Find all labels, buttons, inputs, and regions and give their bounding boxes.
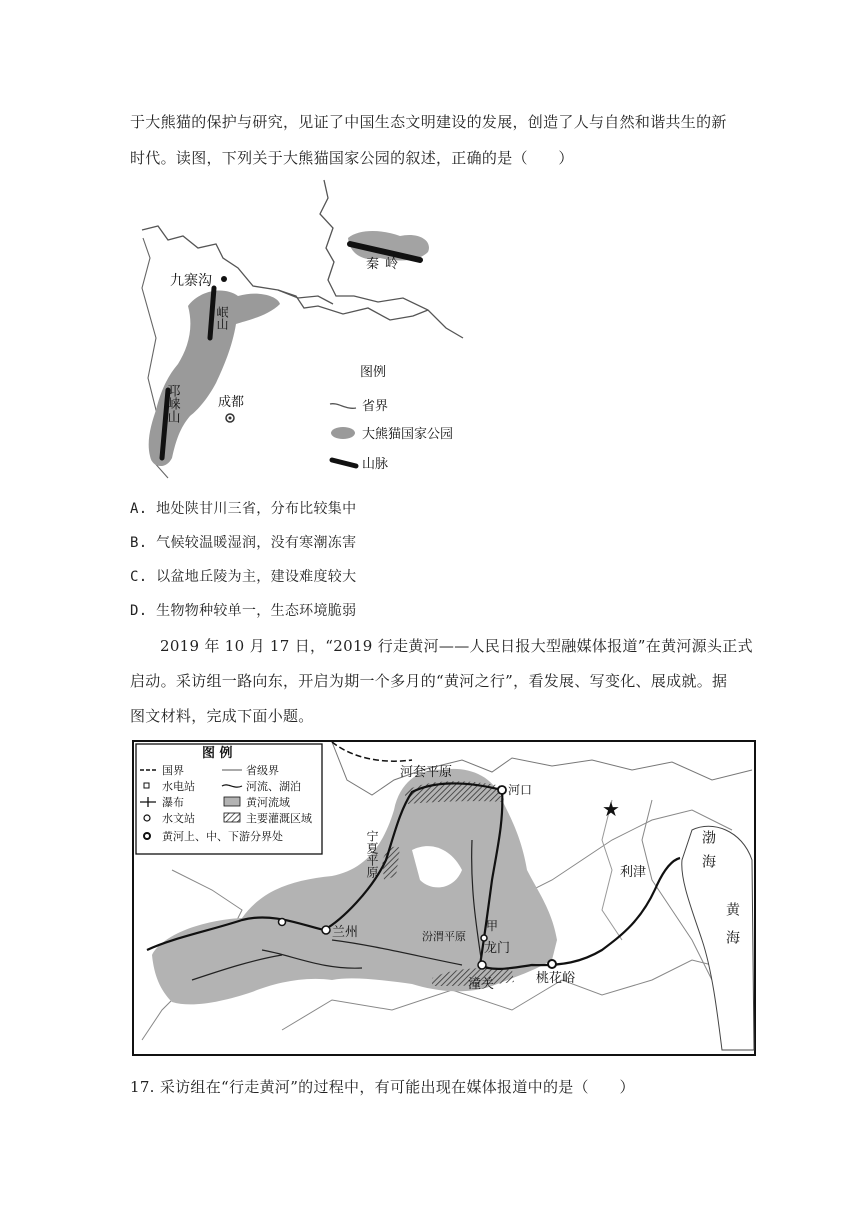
label-longmen: 龙门 [484, 941, 511, 956]
intro-line-1: 于大熊猫的保护与研究，见证了中国生态文明建设的发展，创造了人与自然和谐共生的新 [130, 113, 727, 131]
label-taohuayu: 桃花峪 [536, 971, 576, 986]
legend-border-symbol [330, 404, 356, 409]
label-lijin: 利津 [620, 865, 647, 880]
label-chengdu: 成都 [218, 395, 245, 410]
label-lanzhou: 兰州 [332, 925, 359, 940]
passage-line-3: 图文材料，完成下面小题。 [130, 707, 314, 725]
capital-star: ★ [602, 797, 620, 821]
legend2-river: 河流、湖泊 [246, 780, 301, 793]
label-ningxia: 宁夏平原 [365, 830, 379, 878]
label-qionglai: 邛崃山 [164, 384, 180, 423]
legend2-basin: 黄河流域 [246, 796, 290, 809]
legend2-irrigation: 主要灌溉区域 [246, 812, 312, 825]
province-border [278, 290, 428, 320]
legend2-provincial: 省级界 [246, 764, 279, 777]
question-17: 17. 采访组在“行走黄河”的过程中，有可能出现在媒体报道中的是（ ） [130, 1078, 635, 1096]
label-minshan: 岷山 [215, 306, 229, 330]
legend-park-symbol [331, 427, 355, 439]
passage-line-2: 启动。采访组一路向东，开启为期一个多月的“黄河之行”，看发展、写变化、展成就。据 [130, 672, 728, 690]
label-jia: 甲 [486, 919, 499, 933]
label-jiuzhaigou: 九寨沟 [170, 273, 212, 289]
legend2-title: 图 例 [202, 746, 233, 761]
legend2-waterfall: 瀑布 [162, 796, 184, 809]
label-huanghai: 黄海 [724, 902, 740, 958]
label-hekou: 河口 [508, 783, 533, 797]
option-a: A. 地处陕甘川三省，分布比较集中 [130, 501, 357, 517]
label-fenwei: 汾渭平原 [422, 930, 466, 943]
legend2-divide: 黄河上、中、下游分界处 [162, 830, 283, 843]
legend2-national: 国界 [162, 764, 184, 777]
panda-park-map [128, 178, 488, 490]
jiuzhaigou-point [221, 276, 227, 282]
label-hetao: 河套平原 [400, 765, 453, 780]
yellow-river-map [132, 740, 758, 1058]
option-d: D. 生物物种较单一，生态环境脆弱 [130, 603, 357, 619]
legend-park-label: 大熊猫国家公园 [362, 427, 454, 442]
option-c: C. 以盆地丘陵为主，建设难度较大 [130, 569, 357, 585]
legend2-hydro: 水电站 [162, 780, 195, 793]
option-b: B. 气候较温暖湿润，没有寒潮冻害 [130, 535, 357, 551]
passage-line-1: 2019 年 10 月 17 日，“2019 行走黄河——人民日报大型融媒体报道”在黄河源头正式 [160, 637, 753, 655]
legend-mountain-symbol [332, 460, 356, 466]
legend-border-label: 省界 [362, 399, 389, 414]
label-tongguan: 潼关 [468, 977, 495, 992]
legend-mountain-label: 山脉 [362, 457, 389, 472]
legend2-hydrologic: 水文站 [162, 812, 195, 825]
intro-line-2: 时代。读图，下列关于大熊猫国家公园的叙述，正确的是（ ） [130, 149, 574, 167]
label-qinling: 秦岭 [366, 257, 405, 272]
legend-title: 图例 [360, 365, 387, 380]
label-bohai: 渤海 [700, 830, 716, 878]
province-border [142, 226, 333, 304]
